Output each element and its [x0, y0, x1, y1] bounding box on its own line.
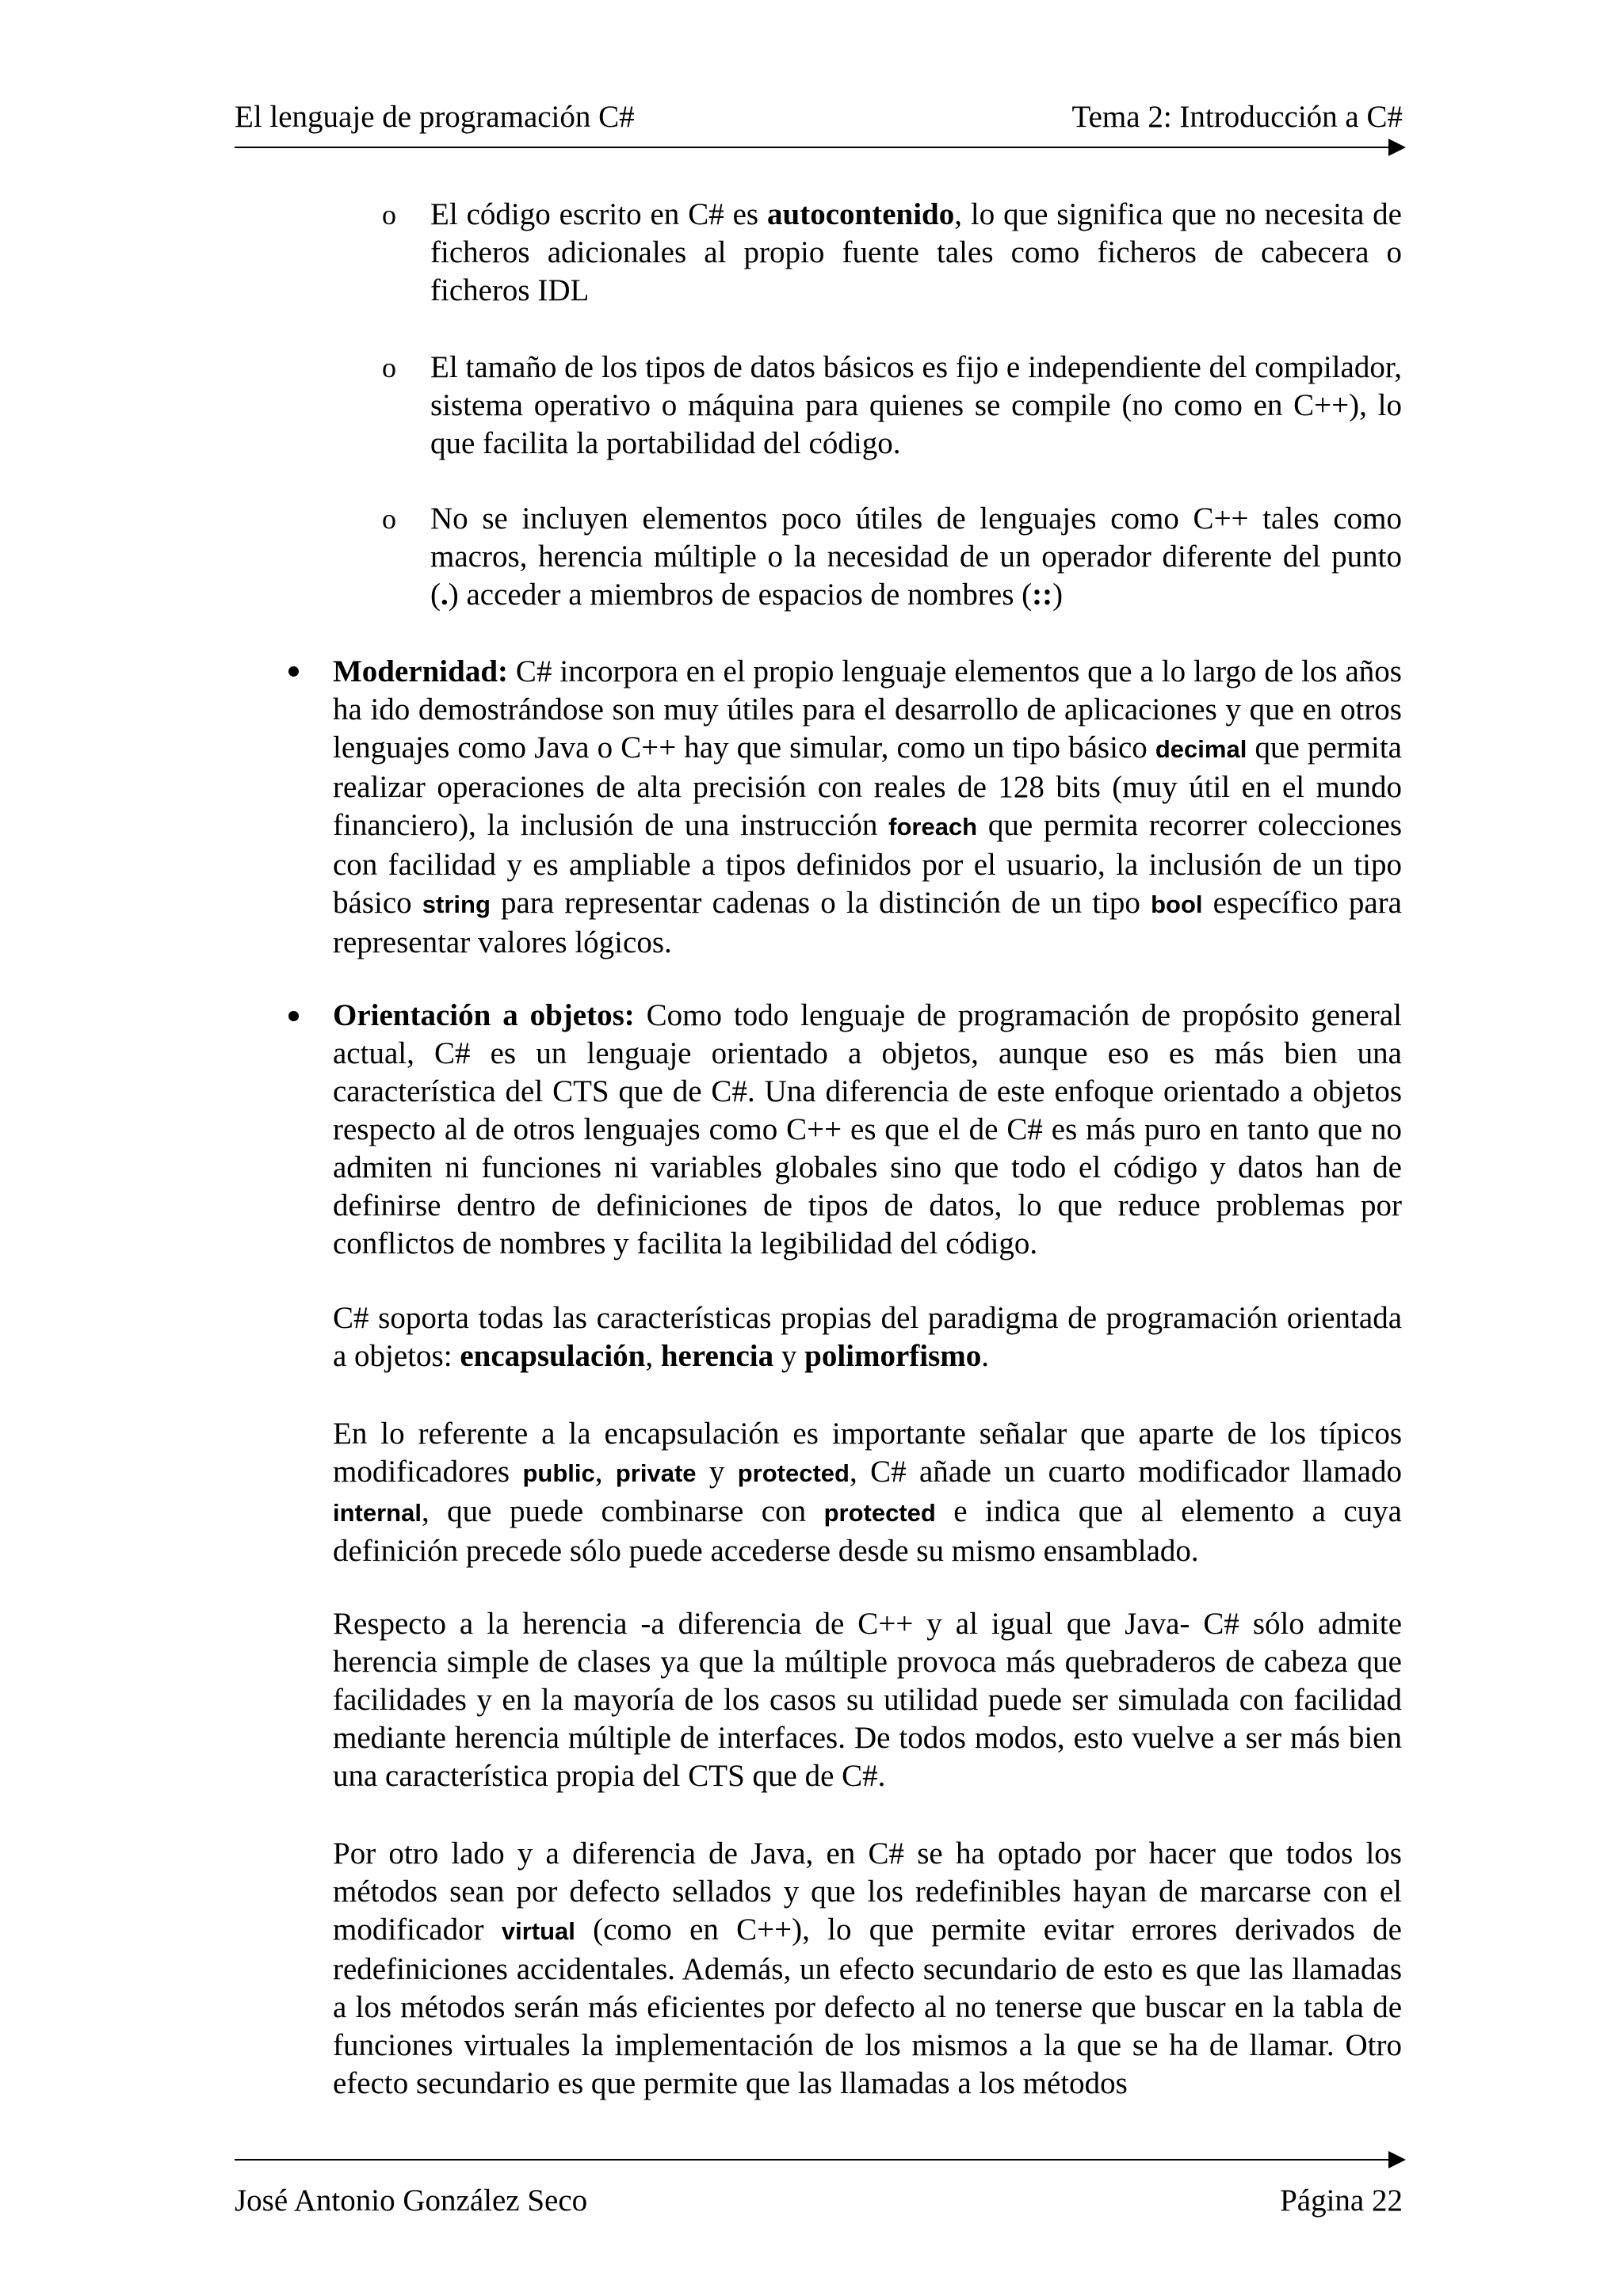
paragraph-herencia: Respecto a la herencia -a diferencia de C++ y al igual que Java- C# sólo admite herencia simple de clases ya que la múltiple provoca más quebraderos de cabeza que facilidades y en la mayoría de los casos su utilidad puede ser simulada con facilidad mediante herencia múltiple de interfaces. De todos modos, esto vuelve a ser más bien una característica propia del CTS que de C#.	[333, 1607, 1402, 1793]
footer-page-number: Página 22	[1280, 2183, 1403, 2218]
sub-item-no-incluyen: No se incluyen elementos poco útiles de lenguajes como C++ tales como macros, herencia múltiple o la necesidad de un operador diferente del punto (.) acceder a miembros de espacios de nombres (::)	[430, 502, 1402, 612]
bullet-modernidad: Modernidad: C# incorpora en el propio lenguaje elementos que a lo largo de los años ha ido demostrándose son muy útiles para el desarrollo de aplicaciones y que en otros lenguajes como Java o C++ hay que simular, como un tipo básico decimal que permita realizar operaciones de alta precisión con reales de 128 bits (muy útil en el mundo financiero), la inclusión de una instrucción foreach que permita recorrer colecciones con facilidad y es ampliable a tipos definidos por el usuario, la inclusión de un tipo básico string para representar cadenas o la distinción de un tipo bool específico para representar valores lógicos.	[333, 654, 1403, 959]
footer-rule	[235, 2159, 1393, 2161]
header-chapter-title: Tema 2: Introducción a C#	[1071, 100, 1403, 134]
sub-item-autocontenido: El código escrito en C# es autocontenido, lo que significa que no necesita de ficheros adicionales al propio fuente tales como ficheros de cabecera o ficheros IDL	[430, 197, 1402, 307]
sub-item-tamano-tipos: El tamaño de los tipos de datos básicos es fijo e independiente del compilador, sistema operativo o máquina para quienes se compile (no como en C++), lo que facilita la portabilidad del código.	[430, 350, 1402, 460]
page-footer	[235, 2177, 1403, 2225]
page-header	[235, 93, 1403, 141]
bullet-icon	[288, 666, 299, 677]
footer-arrow-icon	[1388, 2151, 1406, 2168]
sub-bullet-marker: o	[382, 199, 396, 231]
bullet-icon	[288, 1011, 299, 1021]
sub-bullet-marker: o	[382, 503, 396, 535]
sub-bullet-marker: o	[382, 352, 396, 383]
footer-author: José Antonio González Seco	[235, 2183, 588, 2218]
header-arrow-icon	[1388, 139, 1406, 156]
paragraph-encapsulacion: En lo referente a la encapsulación es importante señalar que aparte de los típicos modificadores public, private y protected, C# añade un cuarto modificador llamado internal, que puede combinarse con protected e indica que al elemento a cuya definición precede sólo puede accederse desde su mismo ensamblado.	[333, 1417, 1402, 1568]
bullet-orientacion-objetos: Orientación a objetos: Como todo lenguaje de programación de propósito general actual, C# es un lenguaje orientado a objetos, aunque eso es más bien una característica del CTS que de C#. Una diferencia de este enfoque orientado a objetos respecto al de otros lenguajes como C++ es que el de C# es más puro en tanto que no admiten ni funciones ni variables globales sino que todo el código y datos han de definirse dentro de definiciones de tipos de datos, lo que reduce problemas por conflictos de nombres y facilita la legibilidad del código.	[333, 998, 1402, 1261]
paragraph-otro-lado: Por otro lado y a diferencia de Java, en C# se ha optado por hacer que todos los métodos sean por defecto sellados y que los redefinibles hayan de marcarse con el modificador virtual (como en C++), lo que permite evitar errores derivados de redefiniciones accidentales. Además, un efecto secundario de esto es que las llamadas a los métodos serán más eficientes por defecto al no tenerse que buscar en la tabla de funciones virtuales la implementación de los mismos a la que se ha de llamar. Otro efecto secundario es que permite que las llamadas a los métodos	[333, 1836, 1402, 2100]
header-rule	[235, 147, 1393, 148]
paragraph-soporta: C# soporta todas las características propias del paradigma de programación orientada a objetos: encapsulación, herencia y polimorfismo.	[333, 1301, 1402, 1373]
header-book-title: El lenguaje de programación C#	[235, 100, 635, 134]
